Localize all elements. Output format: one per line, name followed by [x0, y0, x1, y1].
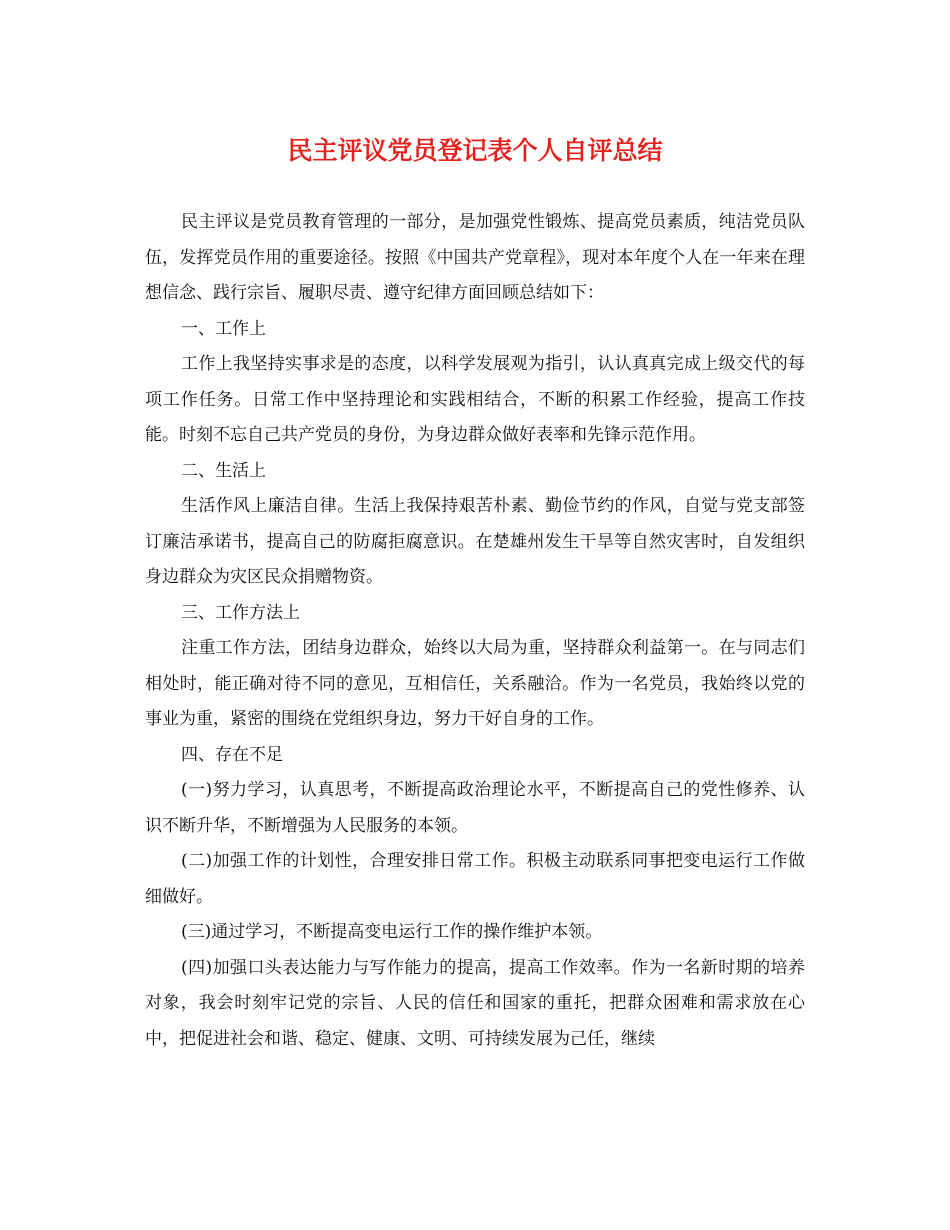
shortcoming-item-2: (二)加强工作的计划性，合理安排日常工作。积极主动联系同事把变电运行工作做细做好。: [145, 851, 805, 907]
shortcoming-item-1: (一)努力学习，认真思考，不断提高政治理论水平，不断提高自己的党性修养、认识不断升华，不断增强为人民服务的本领。: [145, 780, 805, 836]
document-body: [145, 205, 805, 1057]
work-paragraph: 工作上我坚持实事求是的态度，以科学发展观为指引，认认真真完成上级交代的每项工作任务。日常工作中坚持理论和实践相结合，不断的积累工作经验，提高工作技能。时刻不忘自己共产党员的身份，为身边群众做好表率和先锋示范作用。: [145, 354, 805, 445]
shortcoming-item-3: (三)通过学习，不断提高变电运行工作的操作维护本领。: [181, 922, 603, 942]
shortcoming-item-4: (四)加强口头表达能力与写作能力的提高，提高工作效率。作为一名新时期的培养对象，我会时刻牢记党的宗旨、人民的信任和国家的重托，把群众困难和需求放在心中，把促进社会和谐、稳定、健康、文明、可持续发展为己任，继续: [145, 957, 805, 1049]
intro-paragraph: 民主评议是党员教育管理的一部分，是加强党性锻炼、提高党员素质，纯洁党员队伍，发挥党员作用的重要途径。按照《中国共产党章程》，现对本年度个人在一年来在理想信念、践行宗旨、履职尽责、遵守纪律方面回顾总结如下：: [145, 212, 805, 303]
section-heading-life: 二、生活上: [181, 460, 266, 481]
method-paragraph: 注重工作方法，团结身边群众，始终以大局为重，坚持群众利益第一。在与同志们相处时，能正确对待不同的意见，互相信任，关系融洽。作为一名党员，我始终以党的事业为重，紧密的围绕在党组织身边，努力干好自身的工作。: [145, 638, 805, 729]
section-heading-shortcomings: 四、存在不足: [181, 744, 283, 765]
section-heading-method: 三、工作方法上: [181, 602, 300, 623]
life-paragraph: 生活作风上廉洁自律。生活上我保持艰苦朴素、勤俭节约的作风，自觉与党支部签订廉洁承诺书，提高自己的防腐拒腐意识。在楚雄州发生干旱等自然灾害时，自发组织身边群众为灾区民众捐赠物资。: [145, 496, 805, 587]
section-heading-work: 一、工作上: [181, 318, 266, 339]
document-title: 民主评议党员登记表个人自评总结: [287, 136, 663, 165]
